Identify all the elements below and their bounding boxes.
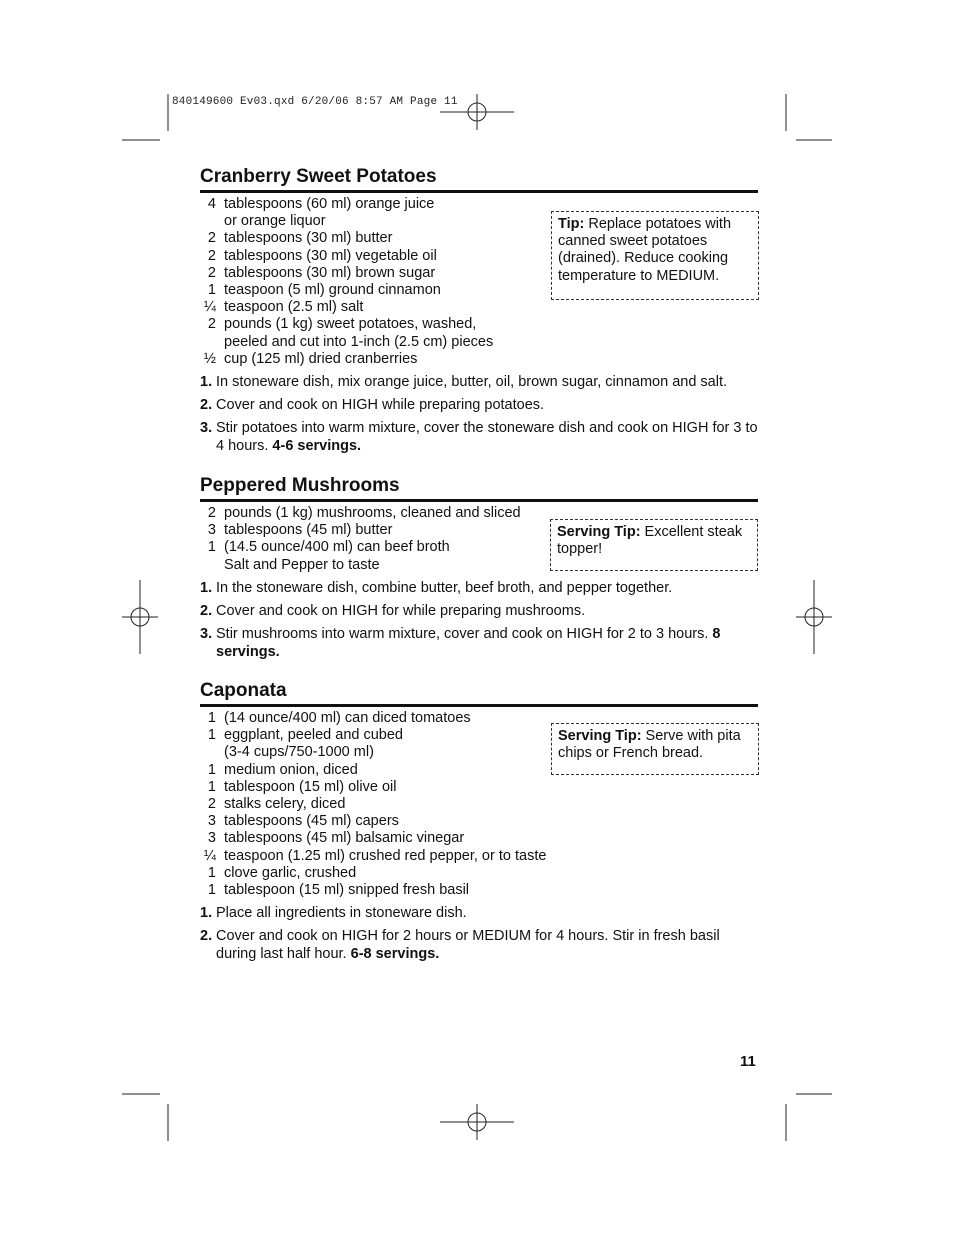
ingredient-qty: 1 — [207, 282, 216, 299]
ingredient-text: tablespoons (60 ml) orange juice or orange liquor — [224, 196, 435, 230]
ingredient-text: tablespoons (30 ml) butter — [224, 230, 393, 247]
ingredient-qty — [200, 557, 216, 574]
ingredient — [200, 351, 758, 368]
step-text: In stoneware dish, mix orange juice, butter, oil, brown sugar, cinnamon and salt. — [216, 374, 728, 391]
ingredient — [200, 865, 758, 882]
ingredient-text: eggplant, peeled and cubed (3-4 cups/750-1000 ml) — [224, 727, 403, 761]
tip-label: Serving Tip: — [558, 728, 642, 744]
ingredient — [200, 848, 758, 865]
ingredient-qty: 1 — [207, 864, 216, 881]
ingredient-text: teaspoon (1.25 ml) crushed red pepper, or to taste — [224, 847, 547, 864]
tip-text: Serve with pita chips or French bread. — [558, 728, 741, 762]
ingredient-text: teaspoon (2.5 ml) salt — [224, 299, 364, 316]
ingredient-qty: 1 — [207, 727, 216, 744]
step-list — [200, 905, 758, 963]
tip-box — [551, 211, 759, 300]
tip-label: Tip: — [558, 216, 585, 232]
ingredient-qty: 1 — [207, 710, 216, 726]
ingredient — [200, 830, 758, 847]
ingredient-text: tablespoons (45 ml) butter — [224, 522, 393, 539]
ingredient-qty: 3 — [207, 830, 216, 847]
step-text: Stir mushrooms into warm mixture, cover and cook on HIGH for 2 to 3 hours. — [216, 626, 713, 642]
step — [200, 626, 758, 661]
ingredient-qty: ¼ — [203, 299, 216, 316]
ingredient-text: (14.5 ounce/400 ml) can beef broth — [224, 539, 450, 556]
ingredient-text: Salt and Pepper to taste — [224, 556, 380, 573]
step-number: 1. — [200, 374, 213, 391]
ingredient-qty: 2 — [207, 505, 216, 521]
ingredient-qty: ¼ — [203, 847, 216, 864]
ingredient — [200, 882, 758, 899]
ingredient-text: tablespoon (15 ml) olive oil — [224, 778, 397, 795]
ingredient-qty: 2 — [207, 796, 216, 813]
ingredient-qty: 2 — [207, 316, 216, 333]
step — [200, 374, 758, 392]
step — [200, 603, 758, 621]
ingredient-qty: 1 — [207, 882, 216, 899]
ingredient-text: cup (125 ml) dried cranberries — [224, 350, 418, 367]
ingredient-qty: 1 — [207, 778, 216, 795]
ingredient-qty: 3 — [207, 813, 216, 830]
ingredient-qty: ½ — [203, 350, 216, 367]
print-slug: 840149600 Ev03.qxd 6/20/06 8:57 AM Page 11 — [172, 96, 458, 108]
step — [200, 928, 758, 963]
ingredient — [200, 299, 758, 316]
step — [200, 420, 758, 455]
step-list — [200, 580, 758, 661]
ingredient-text: pounds (1 kg) sweet potatoes, washed, peeled and cut into 1-inch (2.5 cm) pieces — [224, 316, 494, 350]
ingredient-text: clove garlic, crushed — [224, 864, 357, 881]
step-number: 1. — [200, 905, 213, 922]
step-text: Stir potatoes into warm mixture, cover the stoneware dish and cook on HIGH for 3 to 4 hours. — [216, 420, 758, 454]
step — [200, 580, 758, 598]
ingredient-qty: 1 — [207, 539, 216, 556]
servings: 4-6 servings. — [272, 437, 362, 454]
serving-tip-box — [550, 519, 758, 571]
step-text: Cover and cook on HIGH while preparing potatoes. — [216, 397, 545, 414]
step-number: 3. — [200, 420, 213, 437]
step-number: 2. — [200, 928, 213, 945]
tip-text: Excellent steak topper! — [557, 524, 743, 558]
ingredient-text: tablespoons (45 ml) capers — [224, 813, 399, 830]
ingredient — [200, 779, 758, 796]
ingredient-qty: 4 — [207, 196, 216, 212]
step-text: Place all ingredients in stoneware dish. — [216, 905, 467, 922]
ingredient-text: medium onion, diced — [224, 761, 358, 778]
step-text: In the stoneware dish, combine butter, beef broth, and pepper together. — [216, 579, 673, 596]
step-number: 2. — [200, 602, 213, 619]
recipe-title: Peppered Mushrooms — [200, 475, 758, 502]
ingredient-qty: 2 — [207, 247, 216, 264]
ingredient-text: tablespoons (30 ml) vegetable oil — [224, 247, 437, 264]
tip-text: Replace potatoes with canned sweet potatoes (drained). Reduce cooking temperature to MEDIUM. — [558, 216, 732, 284]
ingredient-qty: 3 — [207, 522, 216, 539]
step — [200, 905, 758, 923]
step-number: 1. — [200, 579, 213, 596]
servings: 8 servings. — [216, 626, 721, 660]
step-number: 3. — [200, 626, 213, 642]
page-number: 11 — [740, 1053, 756, 1070]
ingredient-text: stalks celery, diced — [224, 796, 346, 813]
recipe-title: Caponata — [200, 680, 758, 707]
ingredient-qty: 2 — [207, 264, 216, 281]
ingredient-text: tablespoons (30 ml) brown sugar — [224, 264, 436, 281]
tip-label: Serving Tip: — [557, 524, 641, 540]
ingredient-qty: 2 — [207, 230, 216, 247]
ingredient-text: (14 ounce/400 ml) can diced tomatoes — [224, 710, 471, 726]
ingredient-text: tablespoon (15 ml) snipped fresh basil — [224, 882, 470, 899]
ingredient-text: tablespoons (45 ml) balsamic vinegar — [224, 830, 465, 847]
step-text: Cover and cook on HIGH for 2 hours or MEDIUM for 4 hours. Stir in fresh basil during last half hour. — [216, 928, 720, 962]
ingredient — [200, 813, 758, 830]
ingredient-qty: 1 — [207, 761, 216, 778]
ingredient — [200, 316, 758, 350]
serving-tip-box — [551, 723, 759, 775]
ingredient — [200, 796, 758, 813]
step-list — [200, 374, 758, 455]
ingredient-text: teaspoon (5 ml) ground cinnamon — [224, 282, 441, 299]
servings: 6-8 servings. — [350, 945, 440, 962]
recipe-title: Cranberry Sweet Potatoes — [200, 166, 758, 193]
ingredient-text: pounds (1 kg) mushrooms, cleaned and sliced — [224, 505, 521, 521]
step — [200, 397, 758, 415]
step-text: Cover and cook on HIGH for while preparing mushrooms. — [216, 602, 586, 619]
step-number: 2. — [200, 397, 213, 414]
